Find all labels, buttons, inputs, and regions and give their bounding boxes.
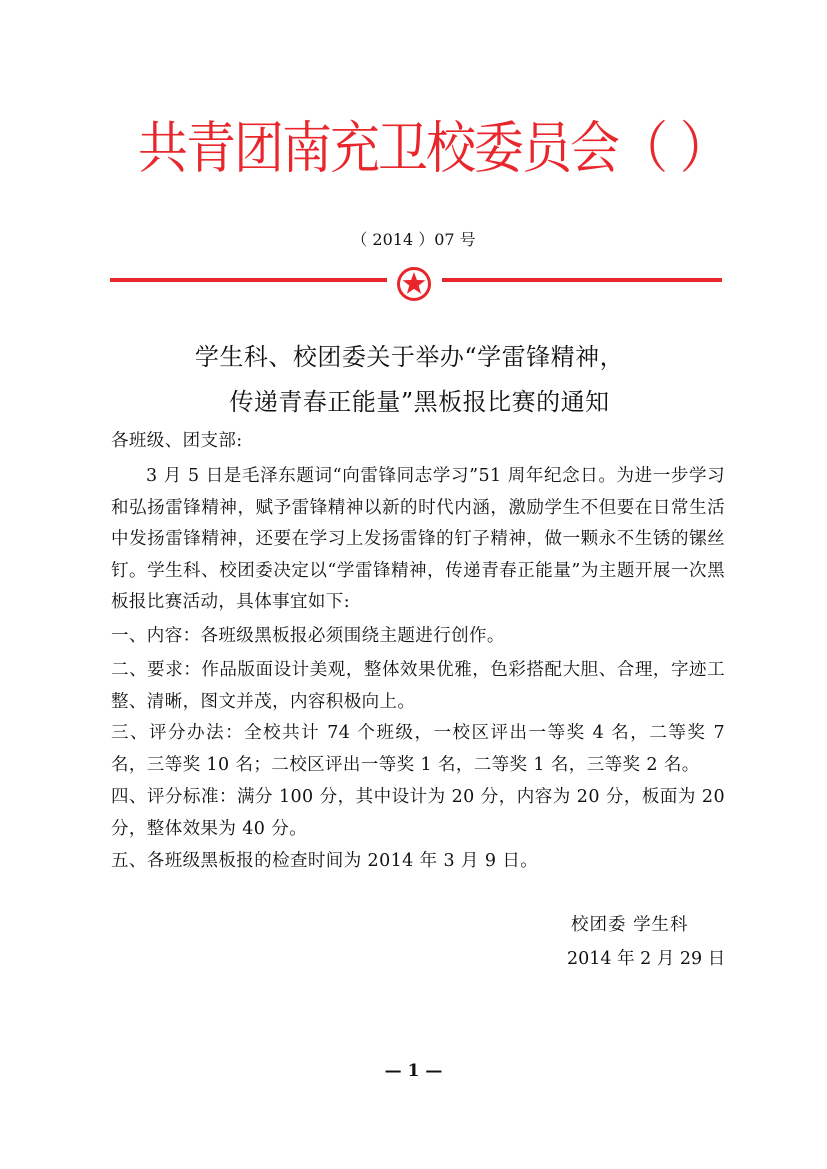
body-paragraph: 3 月 5 日是毛泽东题词“向雷锋同志学习”51 周年纪念日。为进一步学习和弘扬雷锋精神，赋予雷锋精神以新的时代内涵，激励学生不但要在日常生活中发扬雷锋精神，还要在学习上发扬雷锋的钉子精神，做一颗永不生锈的镙丝钉。学生科、校团委决定以“学雷锋精神，传递青春正能量”为主题开展一次黑板报比赛活动，具体事宜如下:: [111, 466, 725, 612]
list-item-scoring-criteria: 四、评分标准：满分 100 分，其中设计为 20 分，内容为 20 分，板面为 20 分，整体效果为 40 分。: [111, 787, 725, 839]
list-item-inspection-time: 五、各班级黑板报的检查时间为 2014 年 3 月 9 日。: [111, 851, 539, 871]
page-number: — 1 —: [384, 1061, 443, 1081]
signature-date: 2014 年 2 月 29 日: [567, 949, 726, 969]
notice-title-line-1: 学生科、校团委关于举办“学雷锋精神，: [194, 343, 625, 371]
list-item-requirements: 二、要求：作品版面设计美观，整体效果优雅，色彩搭配大胆、合理，字迹工整、清晰，图文并茂，内容积极向上。: [111, 660, 725, 712]
red-divider-right: [442, 278, 722, 282]
list-item-scoring-method: 三、评分办法：全校共计 74 个班级，一校区评出一等奖 4 名，二等奖 7 名，三等奖 10 名；二校区评出一等奖 1 名，二等奖 1 名，三等奖 2 名。: [111, 723, 725, 775]
red-star-circle-icon: [396, 266, 432, 302]
org-masthead-title: 共青团南充卫校委员会（ ）: [138, 115, 728, 181]
signature-signers: 校团委 学生科: [571, 915, 689, 935]
list-item-content: 一、内容：各班级黑板报必须围绕主题进行创作。: [111, 626, 505, 646]
document-number: （ 2014 ）07 号: [351, 230, 476, 249]
salutation: 各班级、团支部:: [111, 431, 243, 451]
notice-title-line-2: 传递青春正能量”黑板报比赛的通知: [229, 388, 610, 416]
red-divider-left: [110, 278, 387, 282]
